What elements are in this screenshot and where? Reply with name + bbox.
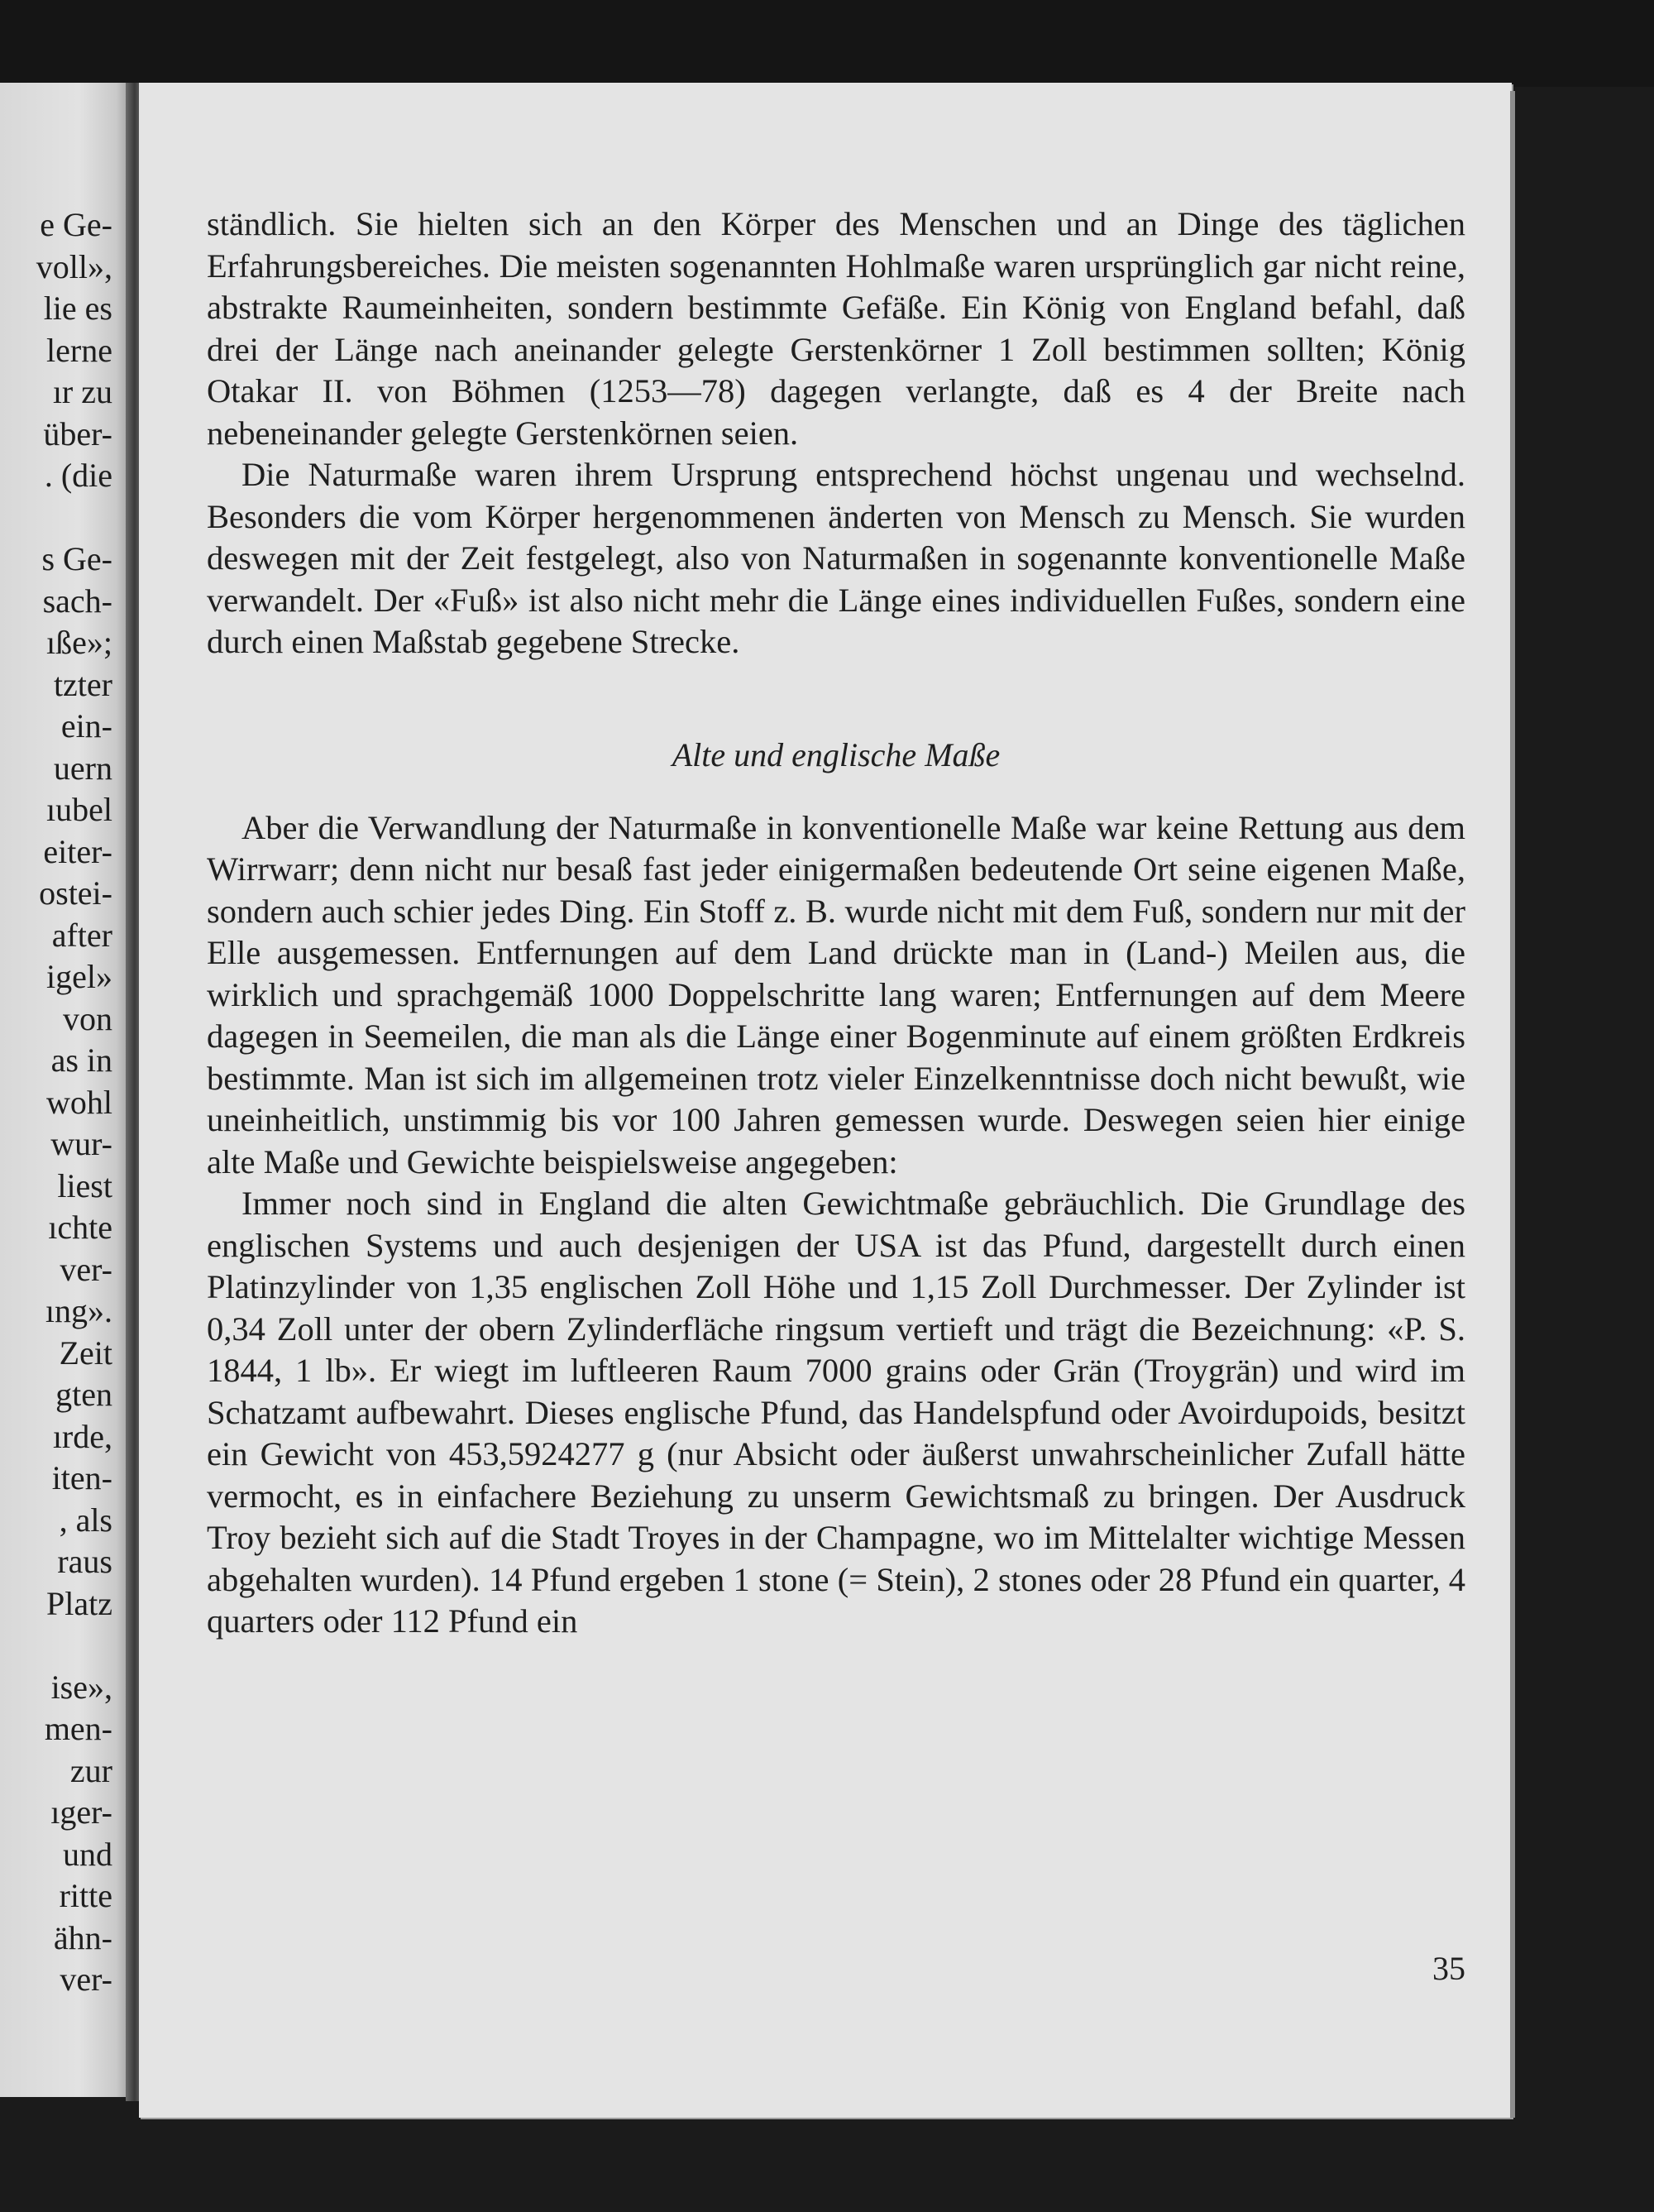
left-page-line-fragment: ırde, <box>52 1417 112 1455</box>
left-page-line-fragment: after <box>51 916 112 954</box>
paragraph-2: Die Naturmaße waren ihrem Ursprung entsprechend höchst ungenau und wechselnd. Besonders die vom Körper hergenommenen änderten von Mensch zu Mensch. Sie wurden deswegen mit der Zeit festgelegt, also von Naturmaßen in sogenannte konventionelle Maße verwandelt. Der «Fuß» ist also nicht mehr die Länge eines individuellen Fußes, sondern eine durch einen Maßstab gegebene Strecke. <box>207 456 1465 660</box>
left-page-line-fragment: as in <box>50 1041 112 1079</box>
page-shadow-edge <box>1510 91 1515 2118</box>
left-page-line-fragment: ähn- <box>53 1918 112 1956</box>
left-page-line-fragment: ise», <box>50 1668 112 1706</box>
left-page-line-fragment: ver- <box>60 1250 112 1288</box>
left-page-line-fragment: wohl <box>46 1083 112 1121</box>
left-page-line-fragment: zur <box>69 1751 112 1789</box>
left-page-line-fragment: , als <box>59 1501 112 1539</box>
left-page-line-fragment: iten- <box>51 1459 112 1496</box>
left-page-line-fragment: . (die <box>44 457 112 494</box>
left-page-line-fragment: ritte <box>59 1877 112 1914</box>
left-page-line-fragment: ostei- <box>39 874 112 912</box>
page-body <box>207 203 1465 1643</box>
left-page-line-fragment: e Ge- <box>40 206 112 243</box>
left-page-line-fragment: ır zu <box>52 373 112 410</box>
left-page-line-fragment: eiter- <box>43 832 112 870</box>
paragraph-3: Aber die Verwandlung der Naturmaße in konventionelle Maße war keine Rettung aus dem Wirrwarr; denn nicht nur besaß fast jeder einigermaßen bedeutende Ort seine eigenen Maße, sondern auch schier jedes Ding. Ein Stoff z. B. wurde nicht mit dem Fuß, sondern nur mit der Elle ausgemessen. Entfernungen auf dem Land drückte man in (Land-) Meilen aus, die wirklich und sprachgemäß 1000 Doppelschritte lang waren; Entfernungen auf dem Meere dagegen in Seemeilen, die man als die Länge einer Bogenminute auf einem größten Erdkreis bestimmte. Man ist sich im allgemeinen trotz vieler Einzelkenntnisse doch nicht bewußt, wie uneinheitlich, unstimmig bis vor 100 Jahren gemessen wurde. Deswegen seien hier einige alte Maße und Gewichte beispielsweise angegeben: <box>207 808 1465 1180</box>
left-page-line-fragment: ıng». <box>45 1292 112 1329</box>
right-page <box>139 83 1512 2118</box>
left-page-line-fragment: ver- <box>60 1961 112 1998</box>
left-page-line-fragment: men- <box>44 1710 112 1747</box>
left-page-line-fragment: ıße»; <box>46 624 112 661</box>
left-page-line-fragment: Zeit <box>59 1333 112 1372</box>
left-page-line-fragment: ıubel <box>46 791 112 828</box>
left-page-line-fragment: lerne <box>46 331 112 369</box>
left-page-line-fragment: uern <box>53 749 112 787</box>
paragraph-1: ständlich. Sie hielten sich an den Körper des Menschen und an Dinge des täglichen Erfahrungsbereiches. Die meisten sogenannten Hohlmaße waren ursprünglich gar nicht reine, abstrakte Raumeinheiten, sondern bestimmte Gefäße. Ein König von England befahl, daß drei der Länge nach aneinander gelegte Gerstenkörner 1 Zoll bestimmen sollten; König Otakar II. von Böhmen (1253—78) dagegen verlangte, daß es 4 der Breite nach nebeneinander gelegte Gerstenkörnen seien. <box>207 205 1465 452</box>
left-page-line-fragment: sach- <box>42 582 112 620</box>
page-number: 35 <box>1432 1950 1465 1987</box>
left-page-line-fragment: lie es <box>43 290 112 327</box>
left-page-line-fragment: von <box>63 999 112 1037</box>
left-page-line-fragment: liest <box>57 1166 112 1204</box>
section-heading: Alte und englische Maße <box>672 735 1001 773</box>
left-page-line-fragment: über- <box>43 414 112 452</box>
left-page-line-fragment: Platz <box>46 1584 112 1622</box>
paragraph-4: Immer noch sind in England die alten Gewichtmaße gebräuchlich. Die Grundlage des englischen Systems und auch desjenigen der USA ist das Pfund, dargestellt durch einen Platinzylinder von 1,35 englischen Zoll Höhe und 1,15 Zoll Durchmesser. Der Zylinder ist 0,34 Zoll unter der obern Zylinderfläche ringsum vertieft und trägt die Bezeichnung: «P. S. 1844, 1 lb». Er wiegt im luftleeren Raum 7000 grains oder Grän (Troygrän) und wird im Schatzamt aufbewahrt. Dieses englische Pfund, das Handelspfund oder Avoirdupoids, besitzt ein Gewicht von 453,5924277 g (nur Absicht oder äußerst unwahrscheinlicher Zufall hätte vermocht, es in einfachere Beziehung zu unserm Gewichtsmaß zu bringen. Der Ausdruck Troy bezieht sich auf die Stadt Troyes in der Champagne, wo im Mittelalter wichtige Messen abgehalten wurden). 14 Pfund ergeben 1 stone (= Stein), 2 stones oder 28 Pfund ein quarter, 4 quarters oder 112 Pfund ein <box>207 1185 1465 1640</box>
left-page-line-fragment: ıger- <box>50 1793 112 1831</box>
left-page-line-fragment: wur- <box>50 1125 112 1162</box>
left-page-line-fragment: und <box>63 1835 112 1873</box>
left-page-line-fragment: voll», <box>36 247 112 285</box>
left-page-line-fragment: tzter <box>53 665 112 703</box>
scanner-background-top <box>0 0 1654 87</box>
left-page-line-fragment: igel» <box>46 958 112 995</box>
left-page-line-fragment: ıchte <box>48 1209 112 1246</box>
left-page-line-fragment: raus <box>57 1543 112 1580</box>
left-page-edge <box>0 83 132 2097</box>
left-page-line-fragment: ein- <box>60 707 112 745</box>
left-page-line-fragment: gten <box>55 1376 112 1413</box>
left-page-line-fragment: s Ge- <box>41 540 112 577</box>
